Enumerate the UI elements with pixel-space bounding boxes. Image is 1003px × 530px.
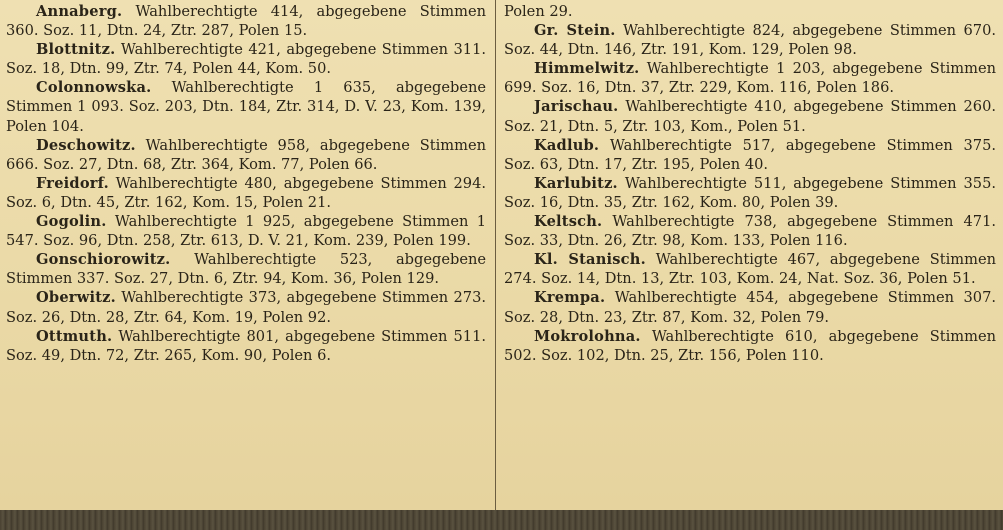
place-name: Jarischau. xyxy=(534,98,619,116)
entry-freidorf xyxy=(6,174,486,212)
place-name: Gr. Stein. xyxy=(534,22,616,40)
entry-text: Wahlberechtigte 958, abgegebene Stimmen 666. Soz. 27, Dtn. 68, Ztr. 364, Kom. 77, Polen 66. xyxy=(6,136,486,173)
right-column xyxy=(504,2,996,365)
place-name: Keltsch. xyxy=(534,213,603,231)
entry-krempa xyxy=(504,288,996,326)
place-name: Annaberg. xyxy=(36,3,123,20)
entry-text: Polen 29. xyxy=(504,3,573,20)
entry-gogolin xyxy=(6,212,486,250)
column-divider xyxy=(495,0,496,510)
place-name: Karlubitz. xyxy=(534,174,618,192)
entry-ottmuth xyxy=(6,327,486,365)
entry-text: Wahlberechtigte 1 635, abgegebene Stimmen 1 093. Soz. 203, Dtn. 184, Ztr. 314, D. V. 23, Kom. 139, Polen 104. xyxy=(6,79,486,135)
place-name: Kadlub. xyxy=(534,136,600,154)
entry-karlubitz xyxy=(504,174,996,212)
entry-deschowitz xyxy=(6,136,486,174)
place-name: Krempa. xyxy=(534,289,606,307)
place-name: Colonnowska. xyxy=(36,79,152,97)
entry-text: Wahlberechtigte 610, abgegebene Stimmen 502. Soz. 102, Dtn. 25, Ztr. 156, Polen 110. xyxy=(504,327,996,364)
entry-text: Wahlberechtigte 421, abgegebene Stimmen 311. Soz. 18, Dtn. 99, Ztr. 74, Polen 44, Kom. 50. xyxy=(6,41,487,78)
entry-text: Wahlberechtigte 467, abgegebene Stimmen 274. Soz. 14, Dtn. 13, Ztr. 103, Kom. 24, Nat. Soz. 36, Polen 51. xyxy=(504,251,996,288)
place-name: Gonschiorowitz. xyxy=(36,251,171,269)
entry-gonschiorowitz xyxy=(6,250,486,288)
entry-text: Wahlberechtigte 480, abgegebene Stimmen 294. Soz. 6, Dtn. 45, Ztr. 162, Kom. 15, Polen 21. xyxy=(6,174,486,211)
entry-himmelwitz xyxy=(504,59,996,97)
place-name: Ottmuth. xyxy=(36,327,113,345)
left-column xyxy=(6,2,486,365)
entry-text: Wahlberechtigte 523, abgegebene Stimmen 337. Soz. 27, Dtn. 6, Ztr. 94, Kom. 36, Polen 129. xyxy=(6,251,486,288)
entry-colonnowska xyxy=(6,78,486,135)
place-name: Oberwitz. xyxy=(36,289,116,307)
entry-text: Wahlberechtigte 1 203, abgegebene Stimmen 699. Soz. 16, Dtn. 37, Ztr. 229, Kom. 116, Polen 186. xyxy=(504,60,996,97)
place-name: Deschowitz. xyxy=(36,136,136,154)
entry-text: Wahlberechtigte 801, abgegebene Stimmen 511. Soz. 49, Dtn. 72, Ztr. 265, Kom. 90, Polen 6. xyxy=(6,327,486,364)
place-name: Himmelwitz. xyxy=(534,60,640,78)
entry-annaberg xyxy=(6,2,486,40)
place-name: Mokrolohna. xyxy=(534,327,641,345)
place-name: Freidorf. xyxy=(36,174,109,192)
entry-text: Wahlberechtigte 454, abgegebene Stimmen 307. Soz. 28, Dtn. 23, Ztr. 87, Kom. 32, Polen 79. xyxy=(504,289,996,326)
entry-text: Wahlberechtigte 410, abgegebene Stimmen 260. Soz. 21, Dtn. 5, Ztr. 103, Kom., Polen 51. xyxy=(504,98,997,135)
place-name: Gogolin. xyxy=(36,213,107,231)
entry-text: Wahlberechtigte 511, abgegebene Stimmen 355. Soz. 16, Dtn. 35, Ztr. 162, Kom. 80, Polen 39. xyxy=(504,174,997,211)
entry-text: Wahlberechtigte 1 925, abgegebene Stimmen 1 547. Soz. 96, Dtn. 258, Ztr. 613, D. V. 21, Kom. 239, Polen 199. xyxy=(6,213,486,250)
entry-text: Wahlberechtigte 824, abgegebene Stimmen 670. Soz. 44, Dtn. 146, Ztr. 191, Kom. 129, Polen 98. xyxy=(504,22,996,59)
entry-text: Wahlberechtigte 738, abgegebene Stimmen 471. Soz. 33, Dtn. 26, Ztr. 98, Kom. 133, Polen 116. xyxy=(504,213,996,250)
entry-jarischau xyxy=(504,97,996,135)
entry-text: Wahlberechtigte 517, abgegebene Stimmen 375. Soz. 63, Dtn. 17, Ztr. 195, Polen 40. xyxy=(504,136,997,173)
place-name: Blottnitz. xyxy=(36,41,116,59)
page-bottom-edge xyxy=(0,510,1003,530)
place-name: Kl. Stanisch. xyxy=(534,251,646,269)
entry-keltsch xyxy=(504,212,996,250)
entry-kl-stanisch xyxy=(504,250,996,288)
entry-continuation xyxy=(504,2,996,21)
entry-text: Wahlberechtigte 373, abgegebene Stimmen 273. Soz. 26, Dtn. 28, Ztr. 64, Kom. 19, Polen 92. xyxy=(6,289,486,326)
entry-oberwitz xyxy=(6,288,486,326)
entry-gr-stein xyxy=(504,21,996,59)
entry-mokrolohna xyxy=(504,327,996,365)
entry-blottnitz xyxy=(6,40,486,78)
entry-kadlub xyxy=(504,136,996,174)
entry-text: Wahlberechtigte 414, abgegebene Stimmen 360. Soz. 11, Dtn. 24, Ztr. 287, Polen 15. xyxy=(6,3,486,40)
